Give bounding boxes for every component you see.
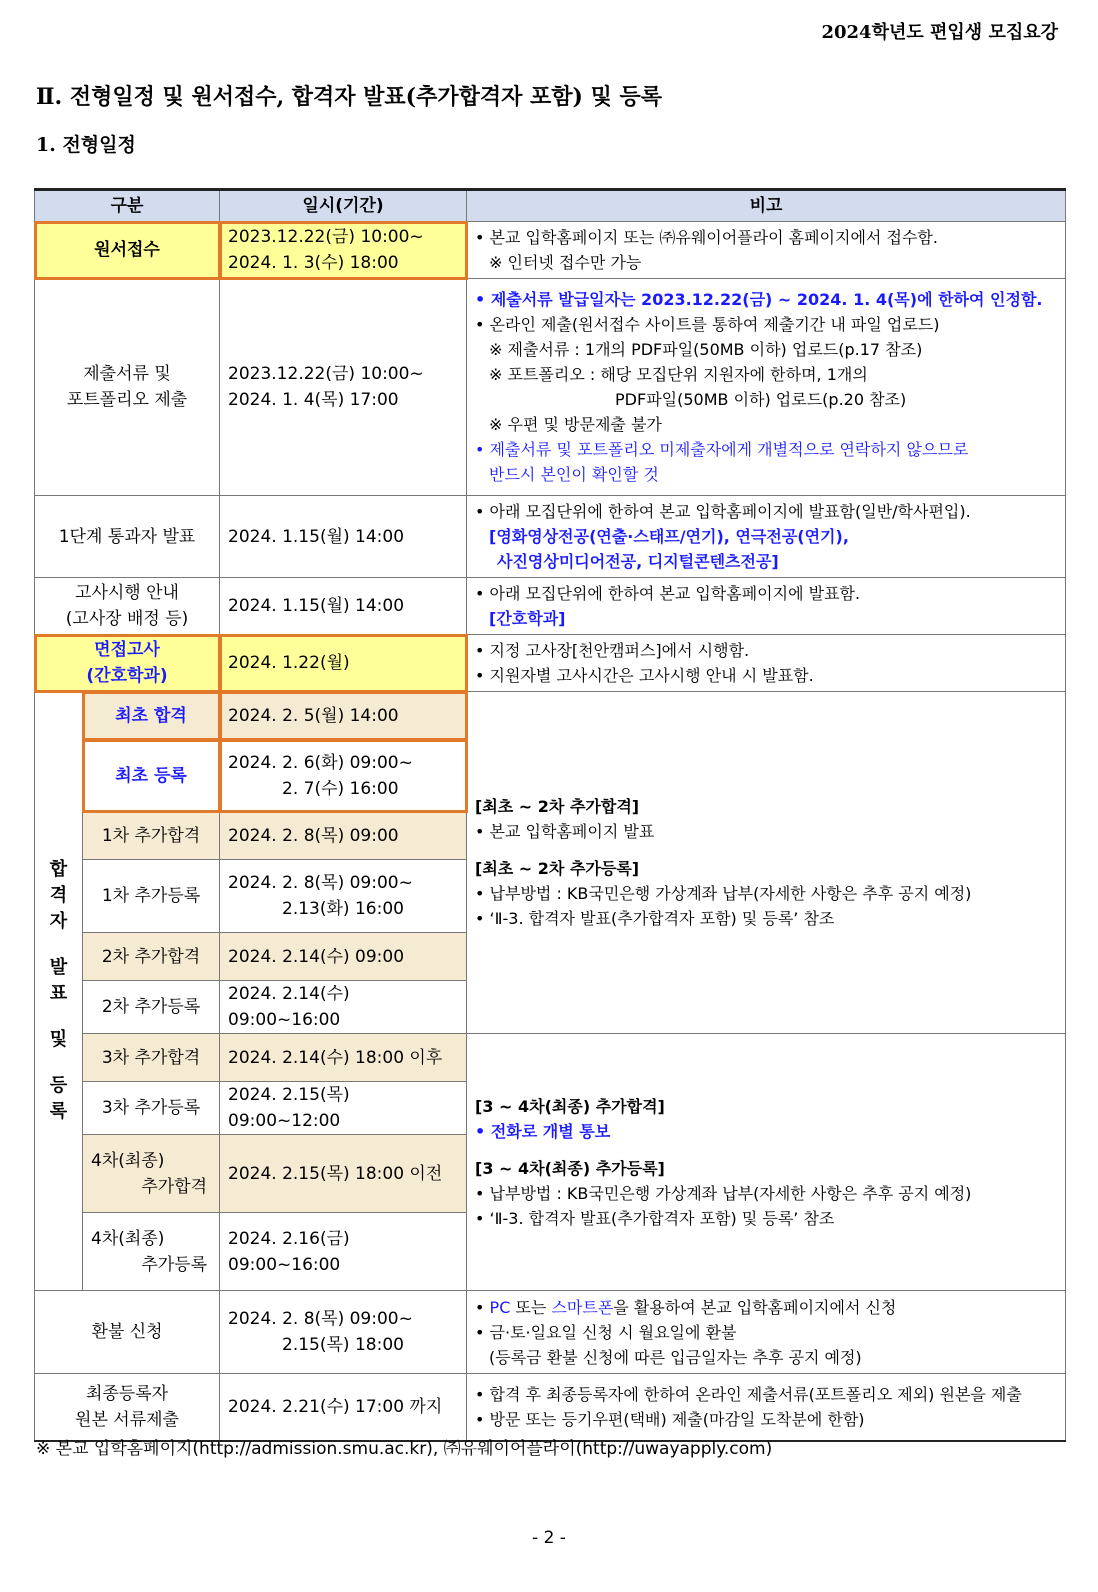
note-line: • 지정 고사장[천안캠퍼스]에서 시행함.	[475, 641, 750, 660]
note-line: [간호학과]	[489, 609, 566, 628]
row-date: 2024. 2.15(목) 09:00~12:00	[220, 1082, 467, 1135]
date-line: 2024. 1. 4(목) 17:00	[228, 390, 399, 410]
date-line: 2024. 2. 6(화) 09:00~	[228, 752, 413, 773]
note-line: [영화영상전공(연출·스태프/연기), 연극전공(연기),	[489, 527, 849, 546]
note-heading: [3 ~ 4차(최종) 추가등록]	[475, 1158, 665, 1178]
bullet: •	[475, 1297, 490, 1317]
label-line: 추가등록	[141, 1254, 208, 1275]
note-line: 사진영상미디어전공, 디지털콘텐츠전공]	[497, 552, 779, 571]
date-line: 2.15(목) 18:00	[282, 1335, 404, 1355]
note-line: • 온라인 제출(원서접수 사이트를 통하여 제출기간 내 파일 업로드)	[475, 315, 940, 334]
row-date: 2024. 2.14(수) 09:00~16:00	[220, 981, 467, 1034]
table-row	[35, 279, 1066, 496]
label-line: 포트폴리오 제출	[66, 390, 188, 410]
row-note	[467, 578, 1066, 635]
group-label-results	[35, 692, 83, 1291]
label-line: 면접고사	[94, 640, 160, 660]
table-row	[35, 635, 1066, 692]
label-line: (간호학과)	[86, 666, 168, 686]
row-label-exam-info	[35, 578, 220, 635]
row-date: 2024. 1.15(월) 14:00	[220, 496, 467, 578]
table-row	[35, 1291, 1066, 1374]
row-label-add1-register: 1차 추가등록	[83, 860, 220, 933]
row-date: 2024. 2. 8(목) 09:00	[220, 812, 467, 860]
note-text: 또는	[510, 1297, 552, 1317]
note-line: • 지원자별 고사시간은 고사시행 안내 시 발표함.	[475, 666, 814, 685]
table-header-row	[35, 190, 1066, 222]
pc-text: PC	[489, 1297, 511, 1317]
date-line: 2024. 2. 8(목) 09:00~	[228, 1309, 413, 1329]
date-line: 2.13(화) 16:00	[282, 899, 404, 919]
note-line: • 제출서류 및 포트폴리오 미제출자에게 개별적으로 연락하지 않으므로	[475, 440, 969, 459]
note-line: • 아래 모집단위에 한하여 본교 입학홈페이지에 발표함.	[475, 584, 861, 603]
vertical-char: 및	[49, 1029, 68, 1050]
note-line: • 아래 모집단위에 한하여 본교 입학홈페이지에 발표함(일반/학사편입).	[475, 502, 971, 521]
row-label-add4-pass	[83, 1135, 220, 1213]
note-line: • 전화로 개별 통보	[475, 1121, 611, 1141]
row-label-add3-register: 3차 추가등록	[83, 1082, 220, 1135]
row-note	[467, 279, 1066, 496]
vertical-char: 자	[49, 911, 68, 932]
note-line: • ‘Ⅱ-3. 합격자 발표(추가합격자 포함) 및 등록’ 참조	[475, 909, 835, 928]
note-line: • ‘Ⅱ-3. 합격자 발표(추가합격자 포함) 및 등록’ 참조	[475, 1208, 835, 1228]
note-heading: [최초 ~ 2차 추가등록]	[475, 859, 640, 878]
row-date	[220, 1291, 467, 1374]
table-row	[35, 1034, 1066, 1082]
smartphone-text: 스마트폰	[551, 1297, 614, 1317]
note-line: • 합격 후 최종등록자에 한하여 온라인 제출서류(포트폴리오 제외) 원본을 제출	[475, 1384, 1022, 1404]
footnote: ※ 본교 입학홈페이지(http://admission.smu.ac.kr), ㈜유웨이어플라이(http://uwayapply.com)	[36, 1439, 773, 1459]
note-line: • 본교 입학홈페이지 또는 ㈜유웨이어플라이 홈페이지에서 접수함.	[475, 228, 938, 247]
row-label-add2-pass: 2차 추가합격	[83, 933, 220, 981]
vertical-char: 표	[49, 983, 68, 1004]
label-line: 제출서류 및	[83, 364, 171, 384]
row-label-refund: 환불 신청	[35, 1291, 220, 1374]
row-label-add1-pass: 1차 추가합격	[83, 812, 220, 860]
label-line: (고사장 배정 등)	[65, 609, 189, 629]
row-label-first-pass: 최초 합격	[83, 692, 220, 740]
label-line: 고사시행 안내	[75, 583, 179, 603]
table-row	[35, 692, 1066, 740]
note-line: • 제출서류 발급일자는 2023.12.22(금) ~ 2024. 1. 4(목)에 한하여 인정함.	[475, 290, 1043, 309]
label-line: 최종등록자	[85, 1383, 169, 1404]
row-date: 2024. 2.21(수) 17:00 까지	[220, 1374, 467, 1441]
row-note	[467, 1374, 1066, 1441]
label-line: 4차(최종)	[91, 1228, 165, 1249]
subsection-title: 1. 전형일정	[36, 134, 136, 156]
row-date	[220, 740, 467, 812]
row-note	[467, 222, 1066, 279]
vertical-char: 합	[49, 859, 68, 880]
row-date	[220, 279, 467, 496]
table-row	[35, 1374, 1066, 1441]
table-row	[35, 496, 1066, 578]
date-line: 2024. 2. 8(목) 09:00~	[228, 873, 413, 893]
row-date: 2024. 2.14(수) 09:00	[220, 933, 467, 981]
label-line: 원본 서류제출	[75, 1409, 179, 1430]
row-date: 2024. 2.14(수) 18:00 이후	[220, 1034, 467, 1082]
date-line: 2023.12.22(금) 10:00~	[228, 364, 424, 384]
row-label-add4-register	[83, 1213, 220, 1291]
row-date: 2024. 2. 5(월) 14:00	[220, 692, 467, 740]
col-header-note: 비고	[467, 190, 1066, 222]
date-line: 2023.12.22(금) 10:00~	[228, 227, 424, 247]
row-note-group-b	[467, 1034, 1066, 1291]
col-header-category: 구분	[35, 190, 220, 222]
note-line: • 방문 또는 등기우편(택배) 제출(마감일 도착분에 한함)	[475, 1409, 865, 1429]
vertical-char: 격	[49, 885, 68, 906]
date-line: 2024. 1. 3(수) 18:00	[228, 253, 399, 273]
row-date: 2024. 2.16(금) 09:00~16:00	[220, 1213, 467, 1291]
row-date	[220, 860, 467, 933]
document-header: 2024학년도 편입생 모집요강	[821, 22, 1058, 43]
schedule-table	[34, 188, 1066, 1442]
note-line: • 본교 입학홈페이지 발표	[475, 822, 655, 841]
note-line: • 금·토·일요일 신청 시 월요일에 환불	[475, 1322, 737, 1342]
note-line: • 납부방법 : KB국민은행 가상계좌 납부(자세한 사항은 추후 공지 예정)	[475, 1183, 972, 1203]
row-label-documents	[35, 279, 220, 496]
table-row	[35, 222, 1066, 279]
row-label-application: 원서접수	[35, 222, 220, 279]
row-label-interview	[35, 635, 220, 692]
label-line: 추가합격	[141, 1176, 208, 1197]
table-row	[35, 578, 1066, 635]
note-heading: [최초 ~ 2차 추가합격]	[475, 797, 640, 816]
note-line: ※ 제출서류 : 1개의 PDF파일(50MB 이하) 업로드(p.17 참조)	[489, 340, 923, 359]
row-date	[220, 222, 467, 279]
row-note	[467, 496, 1066, 578]
note-line: ※ 우편 및 방문제출 불가	[489, 415, 662, 434]
row-note-group-a	[467, 692, 1066, 1034]
note-line: ※ 포트폴리오 : 해당 모집단위 지원자에 한하며, 1개의	[489, 365, 868, 384]
note-line: 반드시 본인이 확인할 것	[489, 465, 659, 484]
note-line	[475, 1295, 1057, 1320]
date-line: 2. 7(수) 16:00	[282, 778, 399, 799]
row-date: 2024. 1.22(월)	[220, 635, 467, 692]
col-header-date: 일시(기간)	[220, 190, 467, 222]
note-line: PDF파일(50MB 이하) 업로드(p.20 참조)	[615, 390, 907, 409]
note-line: ※ 인터넷 접수만 가능	[489, 253, 642, 272]
row-note	[467, 635, 1066, 692]
vertical-char: 록	[49, 1101, 68, 1122]
row-label-first-register: 최초 등록	[83, 740, 220, 812]
row-label-original-docs	[35, 1374, 220, 1441]
row-label-add2-register: 2차 추가등록	[83, 981, 220, 1034]
note-text: 을 활용하여 본교 입학홈페이지에서 신청	[613, 1297, 897, 1317]
vertical-char: 등	[49, 1075, 68, 1096]
row-date: 2024. 1.15(월) 14:00	[220, 578, 467, 635]
section-title: Ⅱ. 전형일정 및 원서접수, 합격자 발표(추가합격자 포함) 및 등록	[36, 84, 663, 110]
note-line: (등록금 환불 신청에 따른 입금일자는 추후 공지 예정)	[489, 1347, 862, 1367]
row-note	[467, 1291, 1066, 1374]
page-number: - 2 -	[532, 1528, 566, 1548]
row-label-stage1: 1단계 통과자 발표	[35, 496, 220, 578]
row-label-add3-pass: 3차 추가합격	[83, 1034, 220, 1082]
note-heading: [3 ~ 4차(최종) 추가합격]	[475, 1096, 665, 1116]
note-line: • 납부방법 : KB국민은행 가상계좌 납부(자세한 사항은 추후 공지 예정)	[475, 884, 972, 903]
label-line: 4차(최종)	[91, 1150, 165, 1171]
vertical-char: 발	[49, 957, 68, 978]
row-date: 2024. 2.15(목) 18:00 이전	[220, 1135, 467, 1213]
